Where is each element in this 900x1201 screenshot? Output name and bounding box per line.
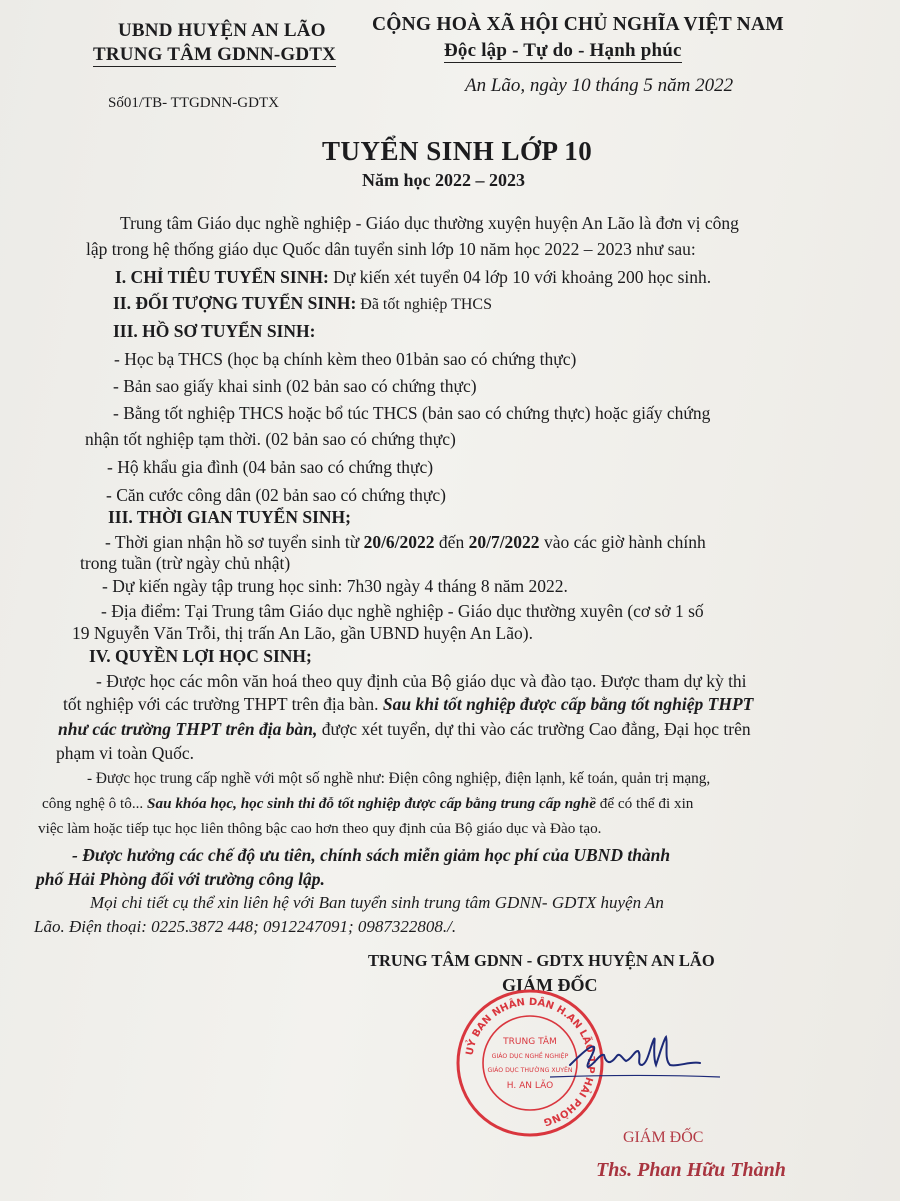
org-line-2 — [93, 44, 336, 67]
intro-line-1: Trung tâm Giáo dục nghề nghiệp - Giáo dục thường xuyện huyện An Lão là đơn vị công — [120, 213, 739, 233]
docs-item-3a: - Bằng tốt nghiệp THCS hoặc bổ túc THCS (bản sao có chứng thực) hoặc giấy chứng — [113, 403, 711, 423]
section-1-text: Dự kiến xét tuyển 04 lớp 10 với khoảng 200 học sinh. — [328, 267, 712, 287]
nation-line-2-text: Độc lập - Tự do - Hạnh phúc — [444, 40, 682, 61]
benefit-2c: việc làm hoặc tiếp tục học liên thông bậc cao hơn theo quy định của Bộ giáo dục và Đào tạo. — [38, 820, 602, 837]
svg-text:GIÁO DỤC NGHỀ NGHIỆP: GIÁO DỤC NGHỀ NGHIỆP — [491, 1053, 569, 1060]
svg-text:H. AN LÃO: H. AN LÃO — [506, 1081, 554, 1091]
org-line-1: UBND HUYỆN AN LÃO — [118, 20, 326, 41]
section-2-text: Đã tốt nghiệp THCS — [356, 296, 492, 313]
signer-name: Ths. Phan Hữu Thành — [596, 1159, 786, 1181]
time-item-1 — [105, 531, 706, 553]
place-date: An Lão, ngày 10 tháng 5 năm 2022 — [465, 75, 734, 96]
time-to: 20/7/2022 — [468, 532, 540, 552]
time-mid: đến — [434, 532, 469, 552]
time-item-2: - Dự kiến ngày tập trung học sinh: 7h30 ngày 4 tháng 8 năm 2022. — [102, 576, 568, 596]
benefit-2a: - Được học trung cấp nghề với một số nghề như: Điện công nghiệp, điện lạnh, kế toán, quản trị mạng, — [87, 770, 711, 787]
time-item-1b: trong tuần (trừ ngày chủ nhật) — [80, 553, 291, 573]
handwritten-signature — [530, 1025, 730, 1095]
section-2 — [113, 292, 492, 316]
docs-item-1: - Học bạ THCS (học bạ chính kèm theo 01bản sao có chứng thực) — [114, 349, 577, 369]
benefit-3b: phố Hải Phòng đối với trường công lập. — [36, 869, 325, 889]
benefit-1c — [58, 718, 751, 740]
section-1-heading: I. CHỈ TIÊU TUYỂN SINH: — [115, 267, 329, 287]
org-line-2-text: TRUNG TÂM GDNN-GDTX — [93, 44, 337, 65]
benefit-3a: - Được hưởng các chế độ ưu tiên, chính sách miễn giảm học phí của UBND thành — [72, 845, 671, 865]
section-1 — [115, 266, 711, 288]
benefit-1b — [63, 693, 753, 715]
svg-text:TRUNG TÂM: TRUNG TÂM — [503, 1037, 557, 1047]
section-5-heading: IV. QUYỀN LỢI HỌC SINH; — [89, 646, 312, 666]
benefit-2b — [42, 795, 693, 813]
docs-item-5: - Căn cước công dân (02 bản sao có chứng thực) — [106, 485, 446, 505]
section-2-heading: II. ĐỐI TƯỢNG TUYỂN SINH: — [113, 293, 357, 313]
benefit-2b-bold: Sau khóa học, học sinh thi đỗ tốt nghiệp được cấp bằng trung cấp nghề — [147, 795, 596, 812]
docs-item-4: - Hộ khẩu gia đình (04 bản sao có chứng thực) — [107, 457, 434, 477]
benefit-1a: - Được học các môn văn hoá theo quy định của Bộ giáo dục và đào tạo. Được tham dự kỳ thi — [96, 671, 747, 691]
time-item-1-post: vào các giờ hành chính — [539, 532, 706, 552]
benefit-2b-pre: công nghệ ô tô... — [42, 795, 148, 812]
docs-item-2: - Bản sao giấy khai sinh (02 bản sao có chứng thực) — [113, 376, 477, 396]
benefit-1c-bold: như các trường THPT trên địa bàn, — [58, 719, 318, 739]
nation-line-1: CỘNG HOÀ XÃ HỘI CHỦ NGHĨA VIỆT NAM — [372, 14, 784, 35]
time-item-1-pre: - Thời gian nhận hồ sơ tuyển sinh từ — [105, 532, 364, 552]
docs-item-3b: nhận tốt nghiệp tạm thời. (02 bản sao có chứng thực) — [85, 429, 456, 449]
contact-line-2: Lão. Điện thoại: 0225.3872 448; 0912247091; 0987322808./. — [34, 917, 457, 936]
intro-line-2: lập trong hệ thống giáo dục Quốc dân tuyển sinh lớp 10 năm học 2022 – 2023 như sau: — [86, 239, 696, 259]
benefit-1d: phạm vi toàn Quốc. — [56, 743, 195, 763]
doc-number: Số01/TB- TTGDNN-GDTX — [108, 95, 279, 111]
benefit-1b-bold: Sau khi tốt nghiệp được cấp bằng tốt nghiệp THPT — [382, 694, 754, 714]
section-3-heading: III. HỒ SƠ TUYỂN SINH: — [113, 321, 316, 341]
stamp-role: GIÁM ĐỐC — [623, 1129, 704, 1146]
page-subtitle: Năm học 2022 – 2023 — [362, 170, 525, 190]
signature-role: GIÁM ĐỐC — [502, 975, 598, 995]
svg-text:UỶ BAN NHÂN DÂN H.AN LÃO T.P H: UỶ BAN NHÂN DÂN H.AN LÃO T.P HẢI PHÒNG — [464, 996, 597, 1128]
benefit-1b-pre: tốt nghiệp với các trường THPT trên địa bàn. — [63, 694, 383, 714]
time-from: 20/6/2022 — [363, 532, 435, 552]
svg-text:GIÁO DỤC THƯỜNG XUYÊN: GIÁO DỤC THƯỜNG XUYÊN — [487, 1067, 573, 1074]
benefit-1c-post: được xét tuyển, dự thi vào các trường Cao đẳng, Đại học trên — [317, 719, 751, 739]
section-4-heading: III. THỜI GIAN TUYỂN SINH; — [108, 507, 351, 527]
nation-line-2 — [444, 40, 682, 63]
contact-line-1: Mọi chi tiết cụ thể xin liên hệ với Ban tuyển sinh trung tâm GDNN- GDTX huyện An — [90, 893, 664, 912]
time-item-3a: - Địa điểm: Tại Trung tâm Giáo dục nghề nghiệp - Giáo dục thường xuyên (cơ sở 1 số — [101, 601, 704, 621]
page-title: TUYỂN SINH LỚP 10 — [322, 136, 593, 166]
signature-org: TRUNG TÂM GDNN - GDTX HUYỆN AN LÃO — [368, 951, 715, 970]
benefit-2b-post: để có thể đi xin — [595, 795, 694, 812]
time-item-3b: 19 Nguyễn Văn Trỗi, thị trấn An Lão, gần UBND huyện An Lão). — [72, 623, 533, 643]
